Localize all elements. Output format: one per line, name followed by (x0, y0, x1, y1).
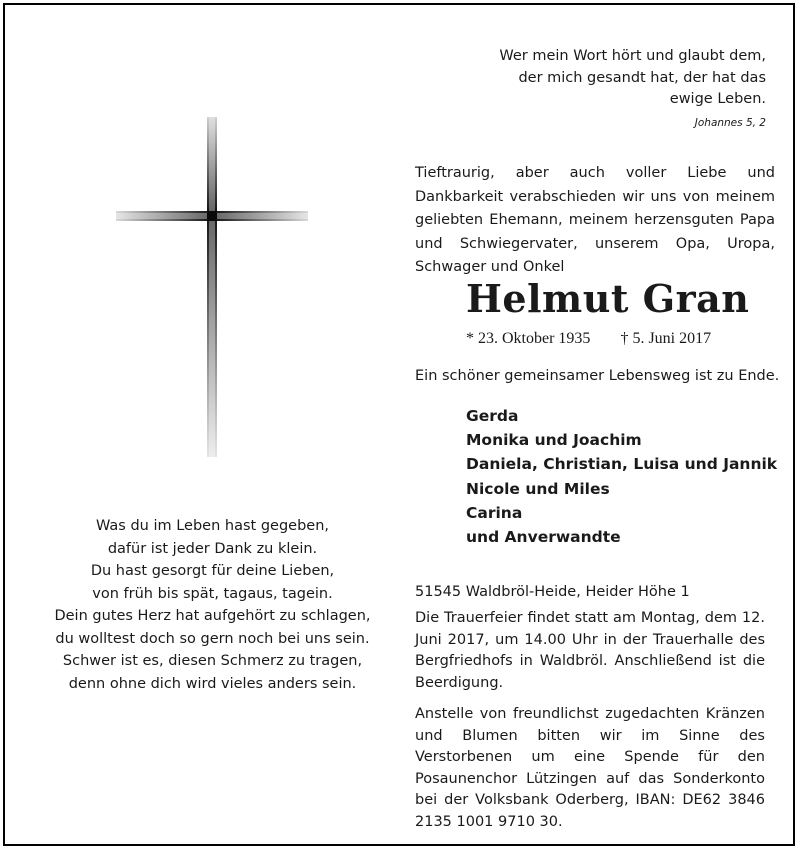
mourner-name: Monika und Joachim (466, 431, 642, 450)
family-address: 51545 Waldbröl-Heide, Heider Höhe 1 (415, 584, 690, 600)
poem-line: von früh bis spät, tagaus, tagein. (92, 585, 333, 602)
quote-reference: Johannes 5, 2 (694, 117, 766, 129)
mourner-name: Carina (466, 503, 523, 522)
death-date: † 5. Juni 2017 (620, 330, 712, 347)
donation-info: Anstelle von freundlichst zugedachten Kränzen und Blumen bitten wir im Sinne des Verstorbenen um eine Spende für den Posaunenchor Lützingen auf das Sonderkonto bei der Volksbank Oderberg, IBAN: DE62 3846 2135 1001 9710 30. (415, 706, 765, 830)
quote-line: der mich gesandt hat, der hat das (518, 69, 766, 86)
poem-line: Du hast gesorgt für deine Lieben, (90, 563, 335, 579)
poem-line: Schwer ist es, diesen Schmerz zu tragen, (62, 653, 363, 669)
mourner-name: Daniela, Christian, Luisa und Jannik (466, 455, 778, 474)
funeral-info: Die Trauerfeier findet statt am Montag, dem 12. Juni 2017, um 14.00 Uhr in der Trauerhalle des Bergfriedhofs in Waldbröl. Anschließend ist die Beerdigung. (415, 610, 765, 691)
mourner-name: und Anverwandte (466, 528, 621, 547)
mourner-name: Gerda (466, 407, 519, 425)
life-path-text: Ein schöner gemeinsamer Lebensweg ist zu Ende. (415, 368, 780, 384)
mourner-name: Nicole und Miles (466, 479, 610, 498)
quote-line: Wer mein Wort hört und glaubt dem, (499, 48, 766, 64)
bible-quote (436, 46, 766, 111)
life-dates (466, 330, 711, 348)
poem-line: du wolltest doch so gern noch bei uns sein. (55, 630, 370, 647)
mourners-list (466, 404, 777, 549)
poem-line: denn ohne dich wird vieles anders sein. (68, 675, 357, 692)
quote-line: ewige Leben. (669, 91, 766, 107)
intro-text: Tieftraurig, aber auch voller Liebe und Dankbarkeit verabschieden wir uns von meinem geliebten Ehemann, meinem herzensguten Papa und Schwiegervater, unserem Opa, Uropa, Schwager und Onkel (415, 165, 775, 275)
birth-date: * 23. Oktober 1935 (466, 330, 591, 347)
deceased-name: Helmut Gran (466, 276, 750, 321)
poem-line: Was du im Leben hast gegeben, (96, 518, 329, 534)
poem (50, 515, 375, 695)
poem-line: dafür ist jeder Dank zu klein. (107, 540, 318, 557)
poem-line: Dein gutes Herz hat aufgehört zu schlagen, (54, 608, 371, 624)
cross-icon (116, 117, 308, 457)
